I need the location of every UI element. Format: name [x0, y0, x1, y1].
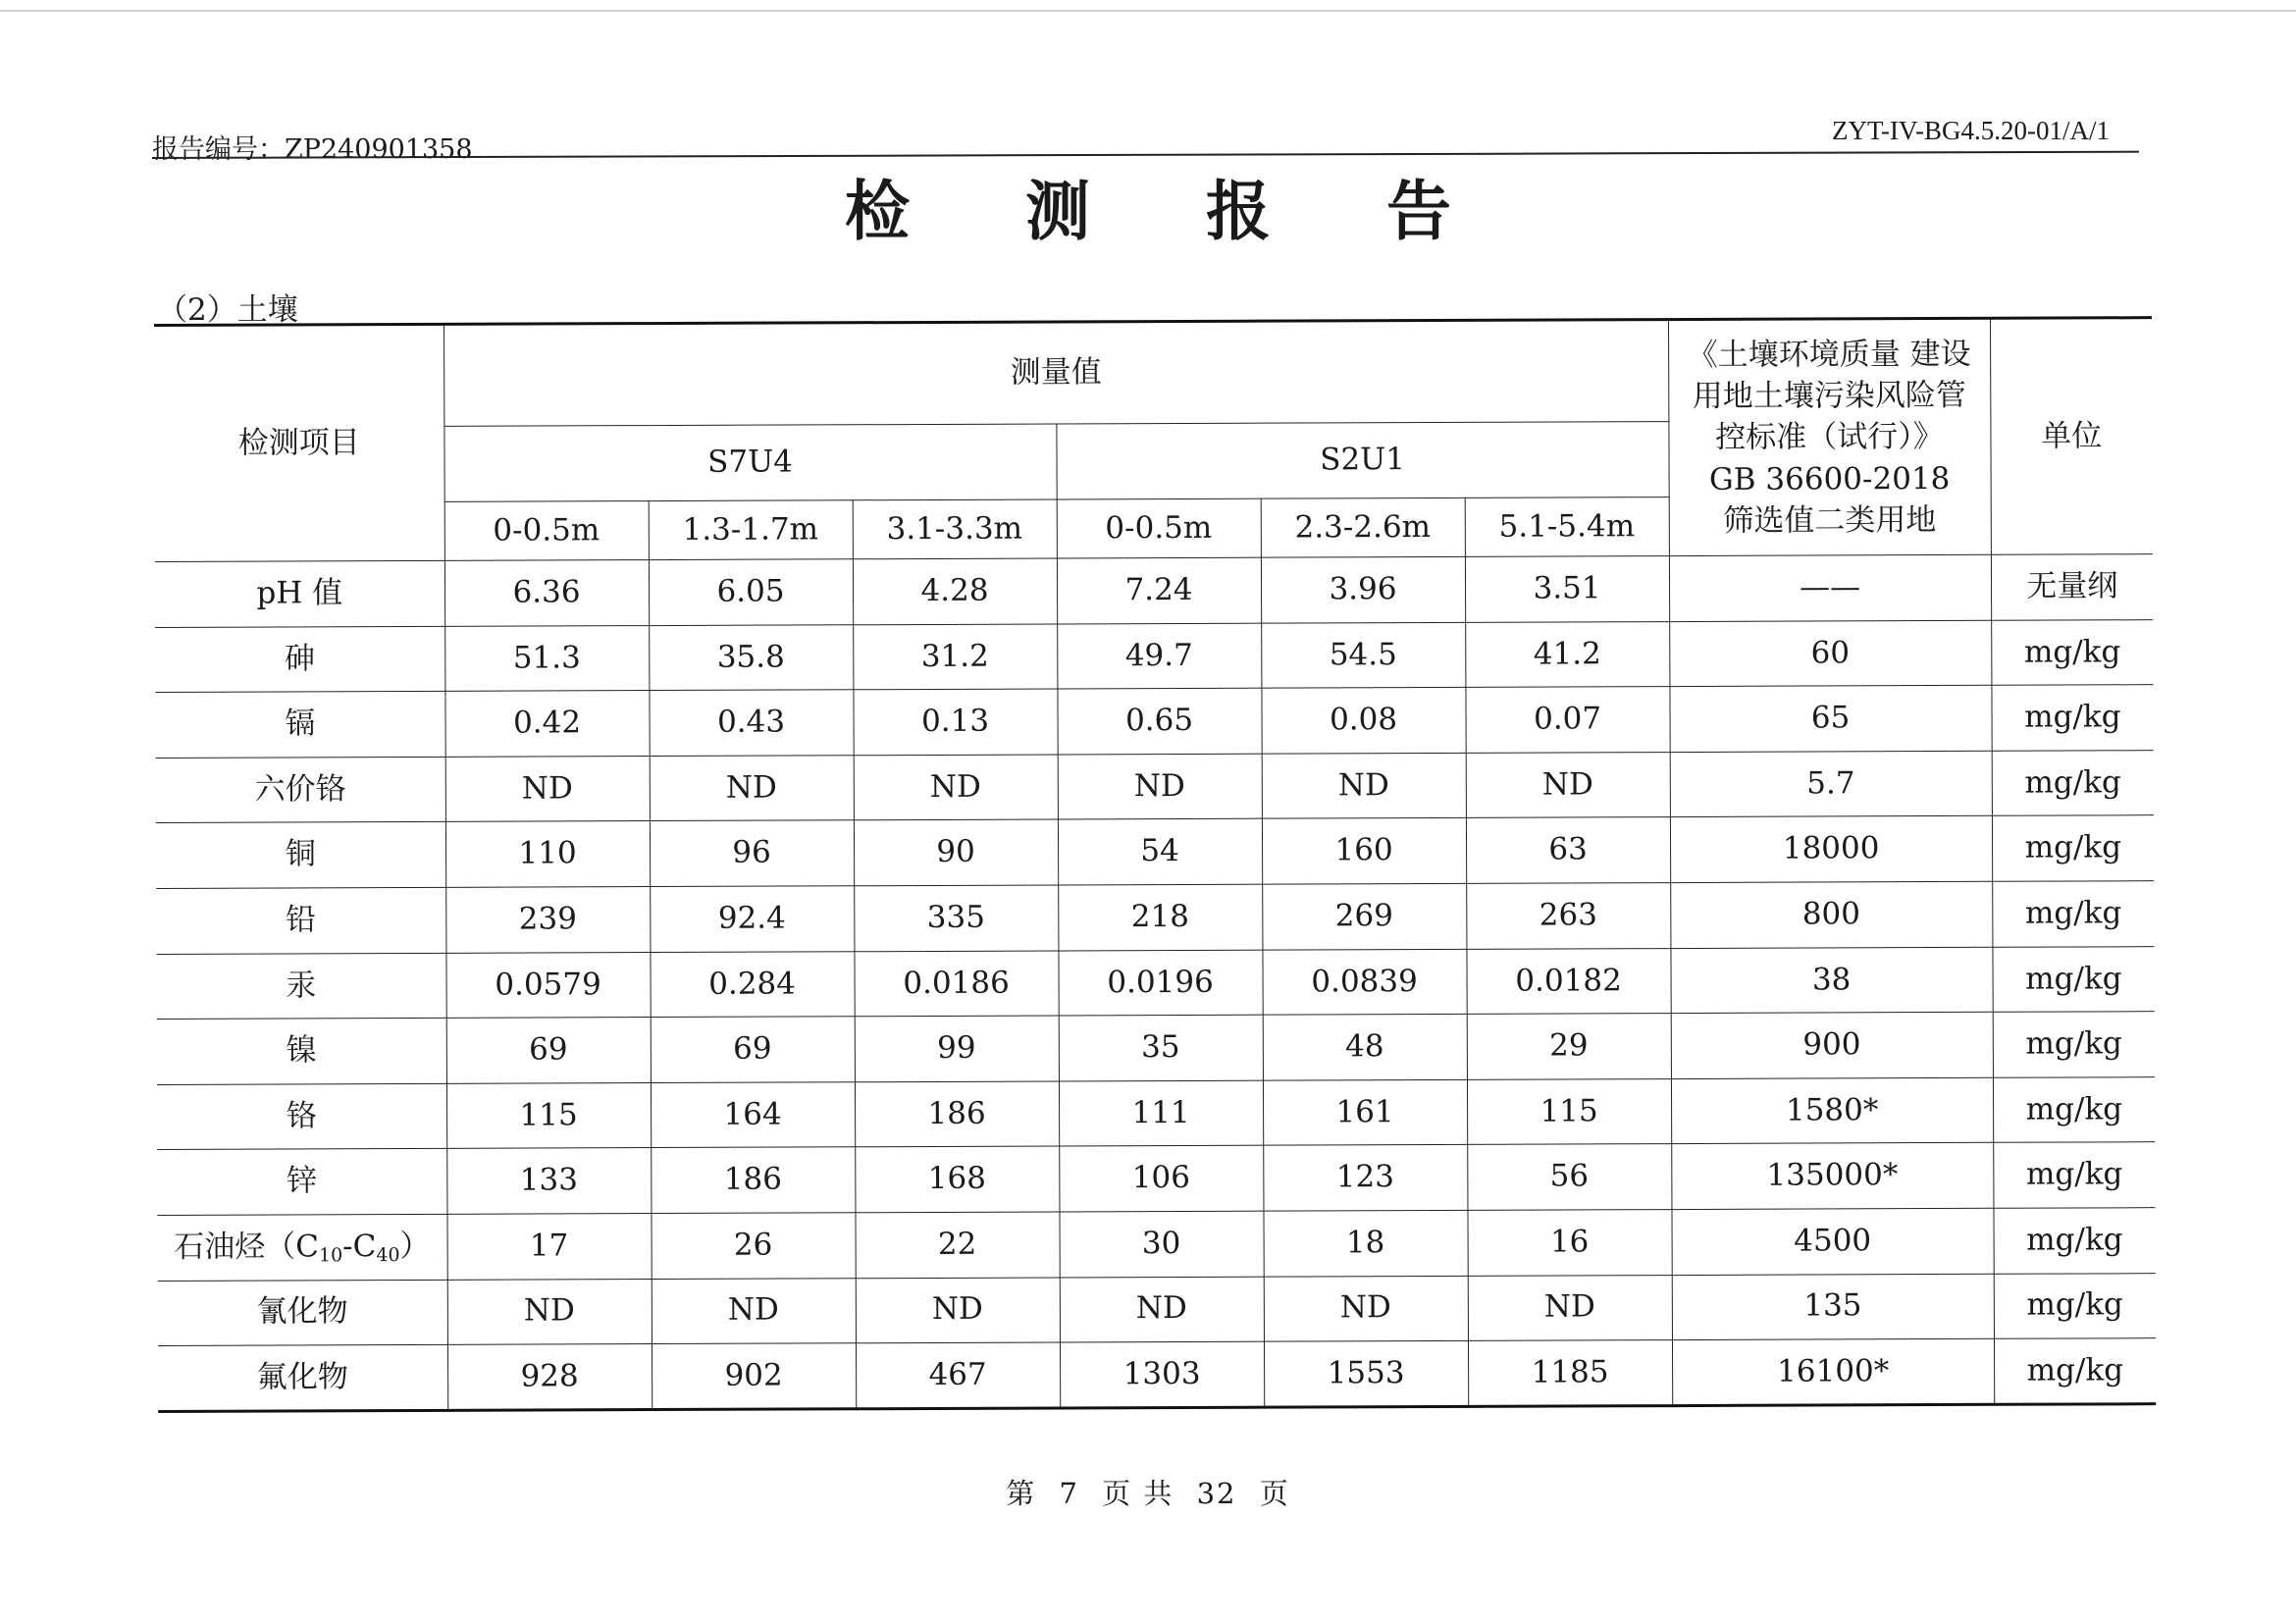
row-value: 160 [1262, 818, 1466, 884]
row-value: 63 [1466, 817, 1670, 883]
row-standard: 65 [1669, 686, 1991, 753]
row-value: 96 [650, 820, 854, 886]
row-standard: 135000* [1671, 1143, 1993, 1210]
row-standard: 900 [1671, 1012, 1993, 1078]
row-standard: 18000 [1670, 816, 1992, 883]
row-value: 99 [855, 1016, 1059, 1081]
row-value: ND [652, 1278, 856, 1343]
row-value: 69 [446, 1018, 651, 1083]
row-value: ND [447, 1279, 652, 1344]
table-row [157, 1012, 2155, 1084]
row-value: 69 [651, 1017, 855, 1082]
row-unit: mg/kg [1993, 1076, 2155, 1142]
row-item: 铬 [157, 1083, 446, 1150]
row-item: 镍 [157, 1019, 446, 1085]
row-value: ND [1262, 753, 1466, 818]
row-value: 26 [651, 1213, 855, 1279]
table-row [156, 881, 2154, 954]
row-item-part: 40 [376, 1243, 400, 1266]
row-item: 氰化物 [158, 1280, 447, 1346]
row-value: 0.08 [1261, 688, 1465, 754]
row-value: 263 [1466, 883, 1670, 949]
header-measured: 测量值 [444, 320, 1668, 427]
row-standard: 4500 [1672, 1208, 1994, 1275]
row-value: 0.07 [1465, 687, 1669, 753]
row-value: ND [1058, 754, 1262, 819]
row-value: ND [445, 756, 650, 821]
row-value: 16 [1467, 1210, 1671, 1276]
row-value: 41.2 [1465, 621, 1669, 687]
row-value: 269 [1262, 883, 1466, 949]
table-row [157, 1076, 2155, 1149]
header-depth: 0-0.5m [444, 501, 649, 561]
row-value: ND [650, 756, 854, 821]
table-row [155, 554, 2153, 627]
row-item: 六价铬 [156, 757, 445, 823]
header-unit: 单位 [1990, 318, 2153, 555]
row-value: 123 [1263, 1145, 1467, 1211]
row-value: ND [856, 1277, 1060, 1342]
standard-line: 用地土壤污染风险管 [1692, 378, 1966, 415]
data-rows [155, 554, 2156, 1412]
header-depth: 1.3-1.7m [649, 500, 853, 560]
row-unit: mg/kg [1991, 619, 2153, 685]
soil-table-wrapper [154, 316, 2156, 1413]
row-value: 335 [854, 885, 1058, 951]
row-value: 6.05 [649, 559, 853, 625]
row-unit: mg/kg [1993, 1142, 2155, 1208]
row-unit: mg/kg [1994, 1338, 2156, 1404]
table-row [156, 946, 2154, 1019]
row-value: 0.0182 [1466, 948, 1670, 1014]
row-unit: mg/kg [1991, 685, 2153, 751]
row-value: 6.36 [444, 560, 649, 626]
row-item: 砷 [155, 626, 444, 693]
row-value: 115 [1467, 1078, 1671, 1144]
total-pages: 32 [1196, 1477, 1237, 1510]
row-unit: mg/kg [1992, 750, 2154, 815]
row-unit: mg/kg [1992, 815, 2154, 881]
row-value: ND [1060, 1277, 1264, 1342]
row-item: 锌 [157, 1149, 446, 1216]
row-item: 氟化物 [158, 1344, 447, 1411]
row-value: 31.2 [853, 624, 1057, 690]
table-row [155, 685, 2153, 758]
row-value: 30 [1059, 1211, 1263, 1277]
row-value: 161 [1263, 1079, 1467, 1145]
row-value: 106 [1059, 1146, 1263, 1212]
row-unit: mg/kg [1992, 881, 2154, 947]
row-value: 1185 [1468, 1340, 1672, 1406]
page-title: 检测报告 [845, 174, 1567, 249]
row-standard: 16100* [1672, 1338, 1994, 1405]
row-value: 164 [651, 1082, 855, 1148]
row-value: 0.0839 [1262, 949, 1466, 1015]
table-row [156, 815, 2154, 888]
soil-test-table [154, 316, 2156, 1413]
row-value: 48 [1263, 1015, 1467, 1080]
table-row [158, 1338, 2156, 1411]
row-value: 22 [855, 1212, 1059, 1278]
row-value: 18 [1263, 1210, 1467, 1276]
row-value: 0.42 [444, 691, 649, 757]
row-standard: 800 [1670, 881, 1992, 948]
row-value: 0.0186 [854, 951, 1058, 1017]
header-site-s7u4: S7U4 [444, 424, 1056, 501]
row-standard: 60 [1669, 620, 1991, 687]
row-value: 1553 [1264, 1340, 1468, 1406]
row-value: 0.65 [1057, 688, 1261, 754]
footer-prefix: 第 [1006, 1477, 1037, 1510]
standard-line: 筛选值二类用地 [1723, 501, 1937, 539]
row-value: 186 [855, 1081, 1059, 1147]
table-row [157, 1142, 2155, 1215]
scan-edge-line [0, 10, 2296, 12]
row-unit: mg/kg [1994, 1273, 2156, 1338]
row-value: ND [1468, 1275, 1672, 1340]
row-unit: mg/kg [1994, 1208, 2156, 1274]
row-value: 54.5 [1261, 622, 1465, 688]
row-value: 29 [1467, 1014, 1671, 1079]
row-item [157, 1214, 446, 1281]
row-value: 133 [446, 1148, 651, 1214]
header-depth: 3.1-3.3m [853, 499, 1057, 559]
table-row [156, 750, 2154, 822]
row-value: 3.96 [1261, 556, 1465, 622]
row-value: 467 [856, 1342, 1060, 1408]
row-value: 90 [854, 819, 1058, 885]
standard-line: 控标准（试行）》 [1715, 419, 1944, 456]
row-value: 902 [652, 1343, 856, 1409]
standard-line: 《土壤环境质量 建设 [1687, 337, 1971, 374]
header-item: 检测项目 [154, 324, 444, 561]
row-item: 铜 [156, 822, 445, 889]
row-value: 4.28 [853, 558, 1057, 624]
row-item: 铅 [156, 887, 445, 954]
page-footer [0, 1472, 2296, 1512]
report-number-value: ZP240901358 [285, 134, 473, 165]
row-value: 51.3 [444, 625, 649, 691]
row-value: 92.4 [650, 886, 854, 952]
row-value: 186 [651, 1147, 855, 1213]
header-depth: 0-0.5m [1057, 498, 1261, 558]
row-unit: mg/kg [1993, 946, 2155, 1012]
row-value: 7.24 [1057, 557, 1261, 623]
row-value: 928 [447, 1344, 652, 1410]
section-title: （2）土壤 [157, 292, 298, 328]
row-item-part: -C [342, 1228, 377, 1264]
row-standard: 1580* [1671, 1077, 1993, 1144]
row-value: ND [1264, 1276, 1468, 1341]
header-depth: 5.1-5.4m [1465, 497, 1669, 557]
row-item: 汞 [156, 953, 445, 1020]
page-number: 7 [1059, 1477, 1079, 1510]
row-value: 56 [1467, 1144, 1671, 1210]
row-standard: 5.7 [1670, 751, 1992, 817]
row-value: 110 [445, 821, 650, 887]
row-item-part: 石油烃（C [174, 1228, 320, 1265]
standard-line: GB 36600-2018 [1708, 460, 1951, 497]
header-site-s2u1: S2U1 [1056, 422, 1668, 499]
row-standard: 135 [1672, 1274, 1994, 1340]
row-standard: 38 [1671, 947, 1993, 1014]
row-value: 0.284 [650, 951, 854, 1017]
row-value: 239 [445, 887, 650, 953]
row-value: 17 [446, 1213, 651, 1279]
table-row [158, 1273, 2156, 1345]
report-number-label: 报告编号： [152, 134, 285, 165]
row-value: 111 [1059, 1080, 1263, 1146]
row-value: 54 [1058, 819, 1262, 885]
row-value: 35 [1059, 1015, 1263, 1080]
row-unit: mg/kg [1993, 1012, 2155, 1077]
row-value: 0.0579 [445, 952, 650, 1018]
row-value: 3.51 [1465, 556, 1669, 622]
document-code: ZYT-IV-BG4.5.20-01/A/1 [1832, 116, 2110, 145]
row-value: 0.43 [649, 690, 853, 756]
row-value: ND [854, 755, 1058, 820]
footer-suffix: 页 [1259, 1477, 1290, 1510]
table-row [157, 1208, 2155, 1281]
row-value: 218 [1058, 884, 1262, 950]
row-item-part: 10 [318, 1243, 343, 1266]
table-row [155, 619, 2153, 692]
row-item: 镉 [155, 692, 444, 759]
row-value: 1303 [1060, 1341, 1264, 1407]
row-item: pH 值 [155, 560, 444, 627]
row-value: ND [1466, 752, 1670, 817]
row-value: 168 [855, 1146, 1059, 1212]
row-value: 115 [446, 1082, 651, 1148]
footer-mid: 页 共 [1102, 1477, 1174, 1510]
row-value: 0.0196 [1058, 950, 1262, 1016]
row-standard: —— [1669, 554, 1991, 621]
header-standard [1668, 318, 1991, 555]
header-depth: 2.3-2.6m [1261, 497, 1465, 557]
row-item-part: ） [399, 1228, 431, 1264]
row-unit: 无量纲 [1991, 554, 2153, 620]
row-value: 49.7 [1057, 623, 1261, 689]
row-value: 35.8 [649, 624, 853, 690]
row-value: 0.13 [853, 689, 1057, 755]
